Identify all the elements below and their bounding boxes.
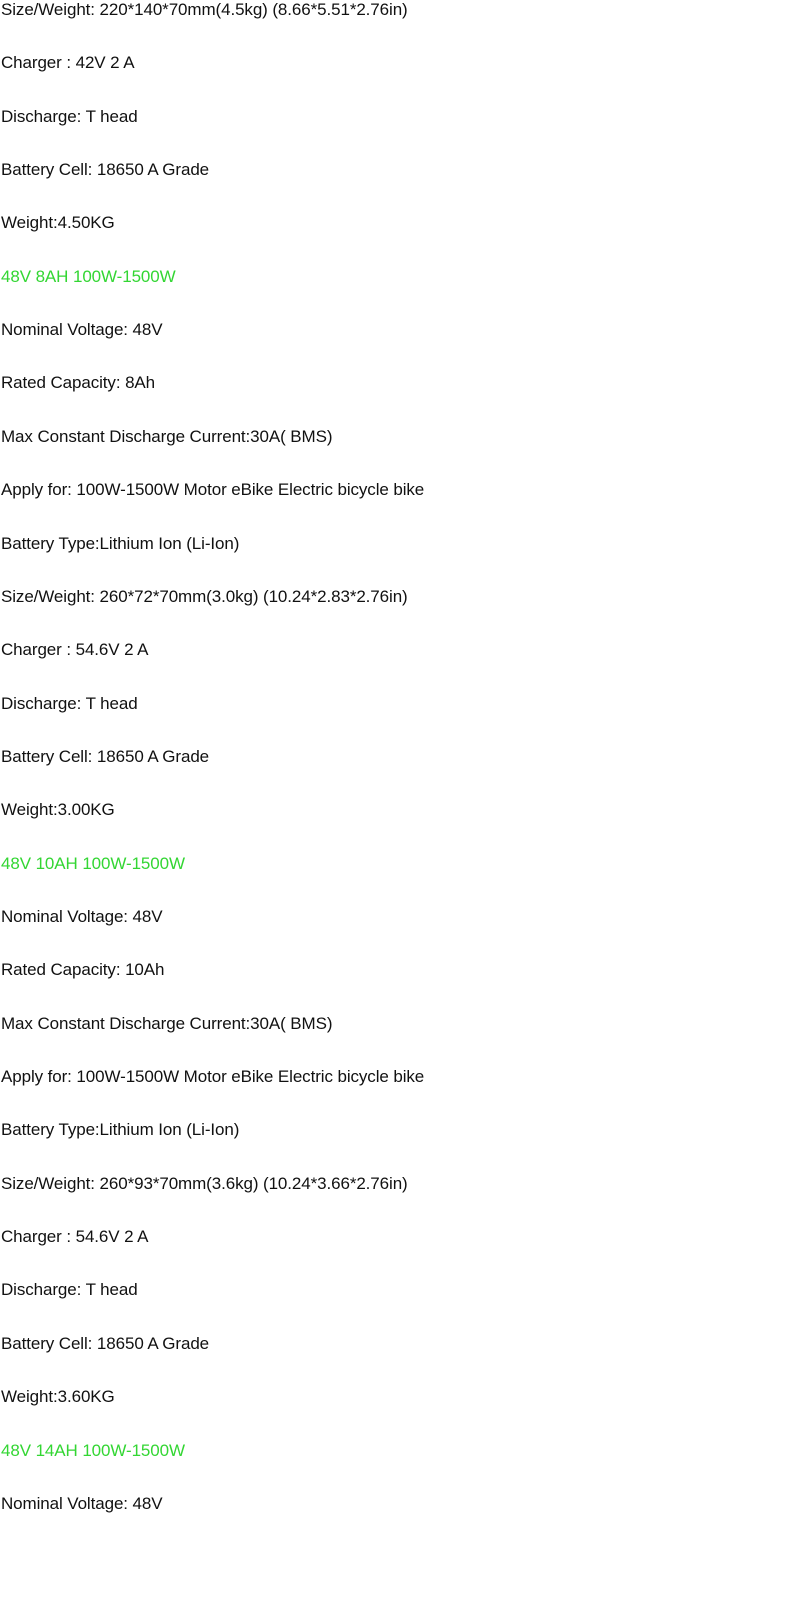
- spec-line: Max Constant Discharge Current:30A( BMS): [1, 426, 333, 446]
- spec-line: Charger : 54.6V 2 A: [1, 640, 149, 660]
- spec-line: Discharge: T head: [1, 693, 138, 713]
- spec-line: Nominal Voltage: 48V: [1, 320, 163, 340]
- spec-line: Rated Capacity: 8Ah: [1, 373, 156, 393]
- spec-line: Weight:4.50KG: [1, 213, 115, 233]
- spec-line: Discharge: T head: [1, 106, 138, 126]
- spec-line: Size/Weight: 220*140*70mm(4.5kg) (8.66*5.51*2.76in): [1, 0, 408, 19]
- spec-line: Battery Type:Lithium Ion (Li-Ion): [1, 533, 240, 553]
- spec-line: Nominal Voltage: 48V: [1, 1493, 163, 1513]
- spec-line: Discharge: T head: [1, 1280, 138, 1300]
- spec-line: Max Constant Discharge Current:30A( BMS): [1, 1013, 333, 1033]
- spec-line: Weight:3.60KG: [1, 1387, 115, 1407]
- spec-line: Battery Cell: 18650 A Grade: [1, 160, 210, 180]
- spec-line: Size/Weight: 260*72*70mm(3.0kg) (10.24*2.83*2.76in): [1, 586, 408, 606]
- battery-model-heading: 48V 8AH 100W-1500W: [1, 266, 176, 286]
- battery-model-heading: 48V 14AH 100W-1500W: [1, 1440, 185, 1460]
- spec-line: Charger : 42V 2 A: [1, 53, 135, 73]
- spec-line: Nominal Voltage: 48V: [1, 907, 163, 926]
- spec-line: Weight:3.00KG: [1, 800, 115, 820]
- spec-line: Apply for: 100W-1500W Motor eBike Electric bicycle bike: [1, 480, 425, 500]
- spec-line: Apply for: 100W-1500W Motor eBike Electric bicycle bike: [1, 1067, 425, 1086]
- spec-line: Size/Weight: 260*93*70mm(3.6kg) (10.24*3.66*2.76in): [1, 1173, 408, 1193]
- spec-line: Rated Capacity: 10Ah: [1, 960, 165, 980]
- battery-model-heading: 48V 10AH 100W-1500W: [1, 853, 185, 873]
- spec-line: Battery Cell: 18650 A Grade: [1, 1333, 210, 1353]
- spec-line: Charger : 54.6V 2 A: [1, 1227, 149, 1246]
- spec-line: Battery Cell: 18650 A Grade: [1, 746, 210, 766]
- spec-line: Battery Type:Lithium Ion (Li-Ion): [1, 1120, 240, 1140]
